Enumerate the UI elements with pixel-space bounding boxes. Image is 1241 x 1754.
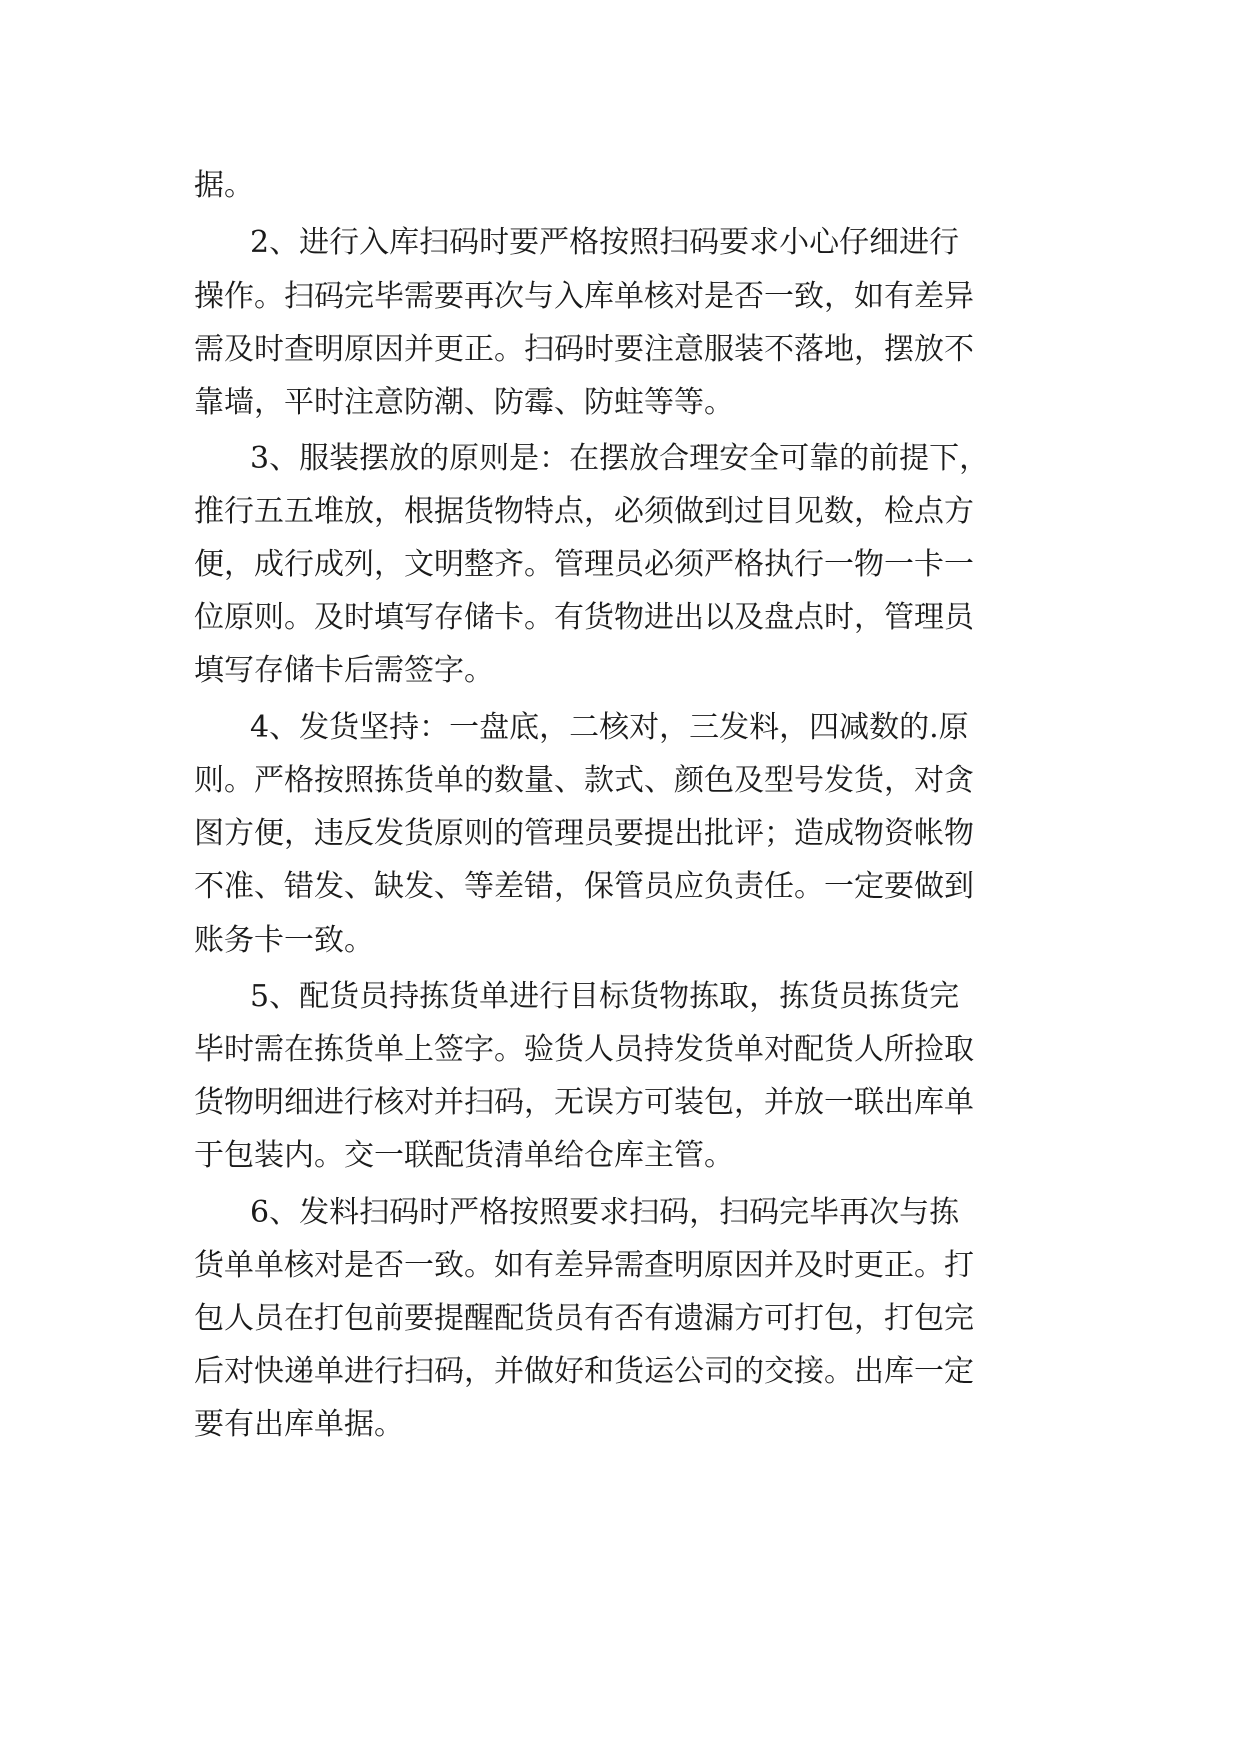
text-line: 货单单核对是否一致。如有差异需查明原因并及时更正。打 [194, 1248, 974, 1283]
text-line: 要有出库单据。 [194, 1407, 404, 1442]
text-line: 则。严格按照拣货单的数量、款式、颜色及型号发货，对贪 [194, 763, 974, 798]
text-line: 推行五五堆放，根据货物特点，必须做到过目见数，检点方 [194, 494, 974, 529]
text-line: 不准、错发、缺发、等差错，保管员应负责任。一定要做到 [194, 869, 974, 904]
text-line: 后对快递单进行扫码，并做好和货运公司的交接。出库一定 [194, 1354, 974, 1389]
text-line: 填写存储卡后需签字。 [194, 653, 494, 688]
paragraph-4-line: 4、发货坚持：一盘底，二核对，三发料，四减数的.原 [250, 710, 969, 745]
text-line: 图方便，违反发货原则的管理员要提出批评；造成物资帐物 [194, 816, 974, 851]
text-line: 账务卡一致。 [194, 923, 374, 958]
text-line: 货物明细进行核对并扫码，无误方可装包，并放一联出库单 [194, 1085, 974, 1120]
paragraph-6-line: 6、发料扫码时严格按照要求扫码，扫码完毕再次与拣 [250, 1195, 960, 1230]
text-line: 便，成行成列，文明整齐。管理员必须严格执行一物一卡一 [194, 547, 974, 582]
text-line: 包人员在打包前要提醒配货员有否有遗漏方可打包，打包完 [194, 1301, 974, 1336]
text-line: 操作。扫码完毕需要再次与入库单核对是否一致，如有差异 [194, 279, 974, 314]
text-line: 需及时查明原因并更正。扫码时要注意服装不落地，摆放不 [194, 332, 974, 367]
text-line: 位原则。及时填写存储卡。有货物进出以及盘点时，管理员 [194, 600, 974, 635]
text-line: 于包装内。交一联配货清单给仓库主管。 [194, 1138, 734, 1173]
text-line: 毕时需在拣货单上签字。验货人员持发货单对配货人所捡取 [194, 1032, 974, 1067]
paragraph-5-line: 5、配货员持拣货单进行目标货物拣取，拣货员拣货完 [250, 979, 960, 1014]
paragraph-3-line: 3、服装摆放的原则是：在摆放合理安全可靠的前提下， [250, 441, 990, 476]
paragraph-2-line: 2、进行入库扫码时要严格按照扫码要求小心仔细进行 [250, 225, 960, 260]
text-line: 据。 [194, 168, 254, 203]
text-line: 靠墙，平时注意防潮、防霉、防蛀等等。 [194, 385, 734, 420]
